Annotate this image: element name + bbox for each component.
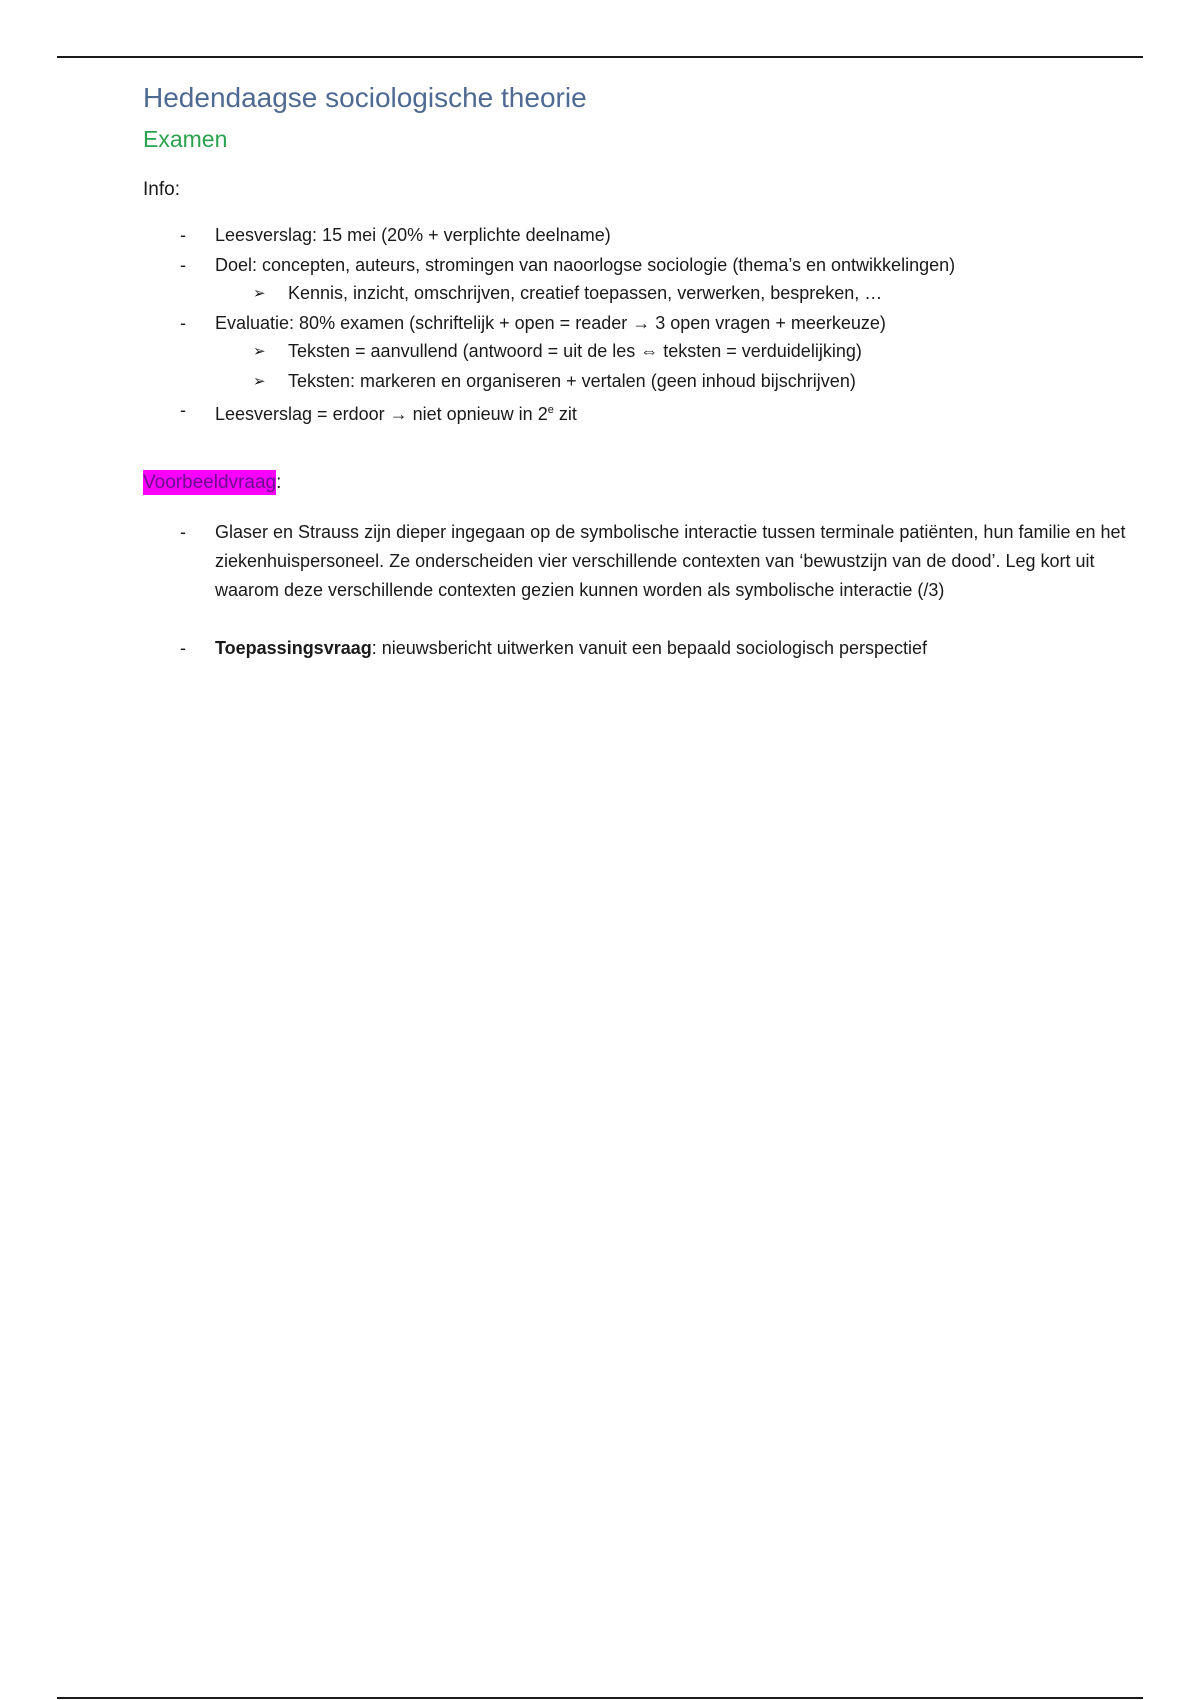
footer-rule xyxy=(57,1697,1143,1699)
list-item-text: Doel: concepten, auteurs, stromingen van naoorlogse sociologie (thema’s en ontwikkelingen) xyxy=(215,255,956,275)
list-item-text xyxy=(215,634,927,663)
dash-bullet: - xyxy=(180,255,186,275)
list-item-text: Evaluatie: 80% examen (schriftelijk + open = reader → 3 open vragen + meerkeuze) xyxy=(215,313,886,333)
example-label xyxy=(143,472,281,494)
bold-term: Toepassingsvraag xyxy=(215,638,372,658)
list-item-text-part: Leesverslag = erdoor → niet opnieuw in 2 xyxy=(215,404,548,424)
list-item-text-part: : nieuwsbericht uitwerken vanuit een bepaald sociologisch perspectief xyxy=(371,638,928,658)
dash-bullet: - xyxy=(180,313,186,333)
superscript: e xyxy=(547,404,554,416)
document-subtitle: Examen xyxy=(143,126,228,152)
dash-bullet: - xyxy=(180,638,186,658)
list-item-text xyxy=(215,396,577,429)
list-item-text: Leesverslag: 15 mei (20% + verplichte deelname) xyxy=(215,225,611,245)
dash-bullet: - xyxy=(180,400,186,420)
document-title: Hedendaagse sociologische theorie xyxy=(143,82,587,113)
info-label: Info: xyxy=(143,179,180,200)
sub-list-item-text: Teksten: markeren en organiseren + vertalen (geen inhoud bijschrijven) xyxy=(288,371,856,391)
arrow-bullet-icon: ➢ xyxy=(253,343,266,360)
arrow-bullet-icon: ➢ xyxy=(253,285,266,302)
example-question-text: Glaser en Strauss zijn dieper ingegaan op de symbolische interactie tussen terminale patiënten, hun familie en het ziekenhuispersoneel. Ze onderscheiden vier verschillende contexten van ‘bewustzijn van de dood’. Leg kort uit waarom deze verschillende contexten gezien kunnen worden als symbolische interactie (/3) xyxy=(215,522,1126,600)
dash-bullet: - xyxy=(180,225,186,245)
list-item-text-part: zit xyxy=(553,404,577,424)
sub-list-item-text: Teksten = aanvullend (antwoord = uit de les ⇔ teksten = verduidelijking) xyxy=(288,341,862,361)
highlighted-label: Voorbeeldvraag xyxy=(143,472,277,493)
label-suffix: : xyxy=(276,472,282,493)
arrow-bullet-icon: ➢ xyxy=(253,373,266,390)
header-rule xyxy=(57,56,1143,58)
dash-bullet: - xyxy=(180,522,186,542)
sub-list-item-text: Kennis, inzicht, omschrijven, creatief toepassen, verwerken, bespreken, … xyxy=(288,283,883,303)
